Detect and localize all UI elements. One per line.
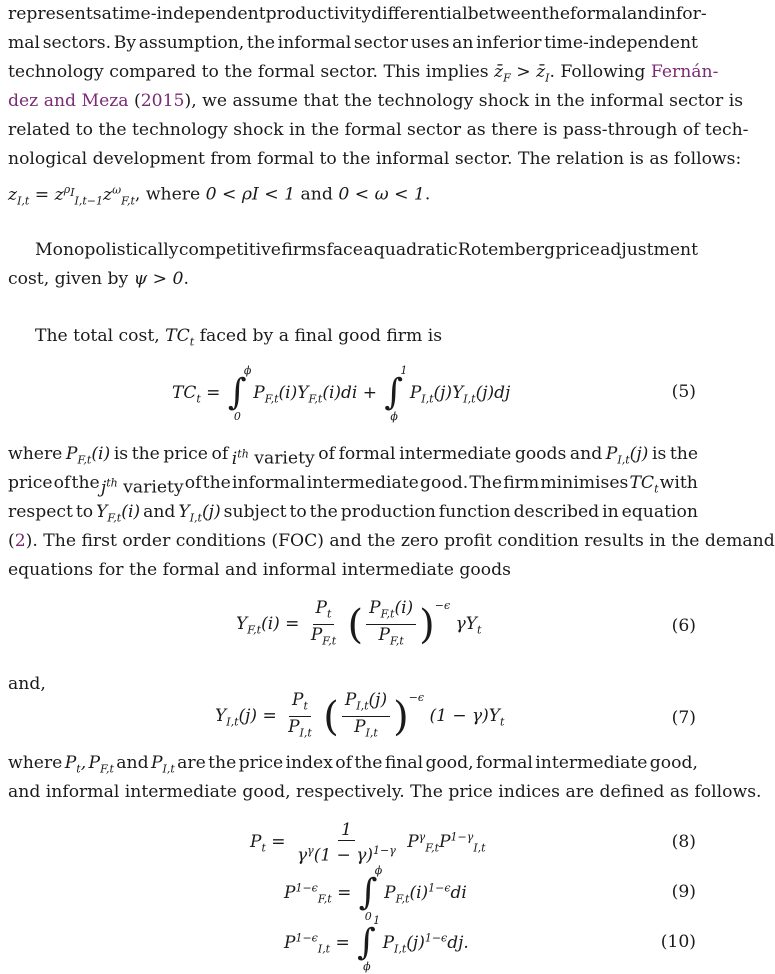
p2-period: . [183,269,189,289]
p1-line6: nological development from formal to the informal sector. The relation is as follows: [8,149,742,169]
equation-10: $P^{1-\epsilon}_{I,t}$ = ∫ 1 ϕ $P_{I,t}(j)^{1-\epsilon}dj$. [284,914,469,973]
p3-text-b: faced by a final good firm is [194,326,443,346]
p1-math-zbar: $z̄_F$ > $z̄_I$ [494,62,550,85]
equation-5-number: (5) [671,382,696,402]
p1-line2: mal sectors. By assumption, the informal sector uses an inferior time-independent [8,33,698,53]
p4-line5: equations for the formal and informal intermediate goods [8,560,511,580]
p2-line2-text: cost, given by [8,269,134,289]
equation-ref-link-2[interactable]: 2 [14,531,26,551]
equation-5: $TC_t$ = ∫ ϕ 0 $P_{F,t}(i)Y_{F,t}(i)di$ + ∫ 1 ϕ $P_{I,t}(j)Y_{I,t}(j)dj$ [172,364,511,423]
equation-8: $P_t$ = $\frac{1}{\gamma^\gamma(1 - \gamma)^{1-\gamma}}$ $P^\gamma_{F,t}P^{1-\gamma}_{I,t}$ [250,820,486,866]
p1-line4: dez and Meza (2015), we assume that the technology shock in the informal sector is [8,91,744,111]
p1-line5: related to the technology shock in the formal sector as there is pass-through of tech- [8,120,749,140]
p4-line1: where $P_{F,t}(i)$ is the price of $i^{th}$ variety of formal intermediate goods and $P_{I,t}(j)$ is the [8,444,698,469]
p1-line4-text: ), we assume that the technology shock in the informal sector is [184,91,744,111]
equation-8-number: (8) [671,832,696,852]
p1-line1: represents a time-independent productivity differential between the formal and infor- [8,4,707,24]
p1-line3-text-a: technology compared to the formal sector. This implies [8,62,495,82]
p1-math-rho: 0 < ρI < 1 [205,184,296,205]
equation-10-number: (10) [660,932,696,952]
p2-line1: Monopolistically competitive firms face a quadratic Rotemberg price adjustment [35,240,698,260]
p4-line3: respect to $Y_{F,t}(i)$ and $Y_{I,t}(j)$ subject to the production function described in equation [8,502,698,525]
citation-link-fernandez-2[interactable]: dez and Meza [8,91,129,111]
p1-line7 [8,176,698,215]
p1-math-omega: 0 < ω < 1 [338,184,425,205]
equation-9: $P^{1-\epsilon}_{F,t}$ = ∫ ϕ 0 $P_{F,t}(i)^{1-\epsilon}di$ [284,864,467,923]
p4-line2: price of the $j^{th}$ variety of the informal intermediate good. The firm minimises $TC_t$ with [8,473,698,498]
p1-math-relation: $z_{I,t} = z^{\rho_I}_{I,t-1}z^\omega_{F,t}$ [8,183,135,208]
p1-line7-text-where: , where [134,184,206,205]
equation-6-number: (6) [671,616,696,636]
and-text: and, [8,674,46,694]
equation-9-number: (9) [671,882,696,902]
p2-line2 [8,265,698,293]
p1-line7-period: . [424,184,431,205]
p3-line1 [35,322,698,356]
citation-link-fernandez[interactable]: Fernán- [650,62,719,82]
citation-year-link[interactable]: 2015 [140,91,185,111]
p2-math-psi: ψ > 0 [133,269,184,289]
equation-7: $Y_{I,t}(j)$ = $\frac{P_t}{P_{I,t}}$ ( $\frac{P_{I,t}(j)}{P_{I,t}}$ )$^{-\epsilon}$ $(1 - \gamma)Y_t$ [215,690,505,740]
p4-line4 [8,527,775,555]
equation-6: $Y_{F,t}(i)$ = $\frac{P_t}{P_{F,t}}$ ( $\frac{P_{F,t}(i)}{P_{F,t}}$ )$^{-\epsilon}$ $\gamma Y_t$ [236,598,482,648]
p4-paren: ( [8,531,15,551]
p5-line2: and informal intermediate good, respectively. The price indices are defined as follows. [8,782,762,802]
p1-line3-text-b: . Following [549,62,651,82]
equation-7-number: (7) [671,708,696,728]
p3-math-tc: $TC_t$ [165,326,195,349]
p3-text-a: The total cost, [35,326,166,346]
p1-line7-text-and: and [295,184,339,205]
p5-line1: where $P_t$, $P_{F,t}$ and $P_{I,t}$ are the price index of the final good, formal intermediate good, [8,753,698,776]
p4-line4-text: ). The first order conditions (FOC) and the zero profit condition results in the demand [25,531,775,551]
